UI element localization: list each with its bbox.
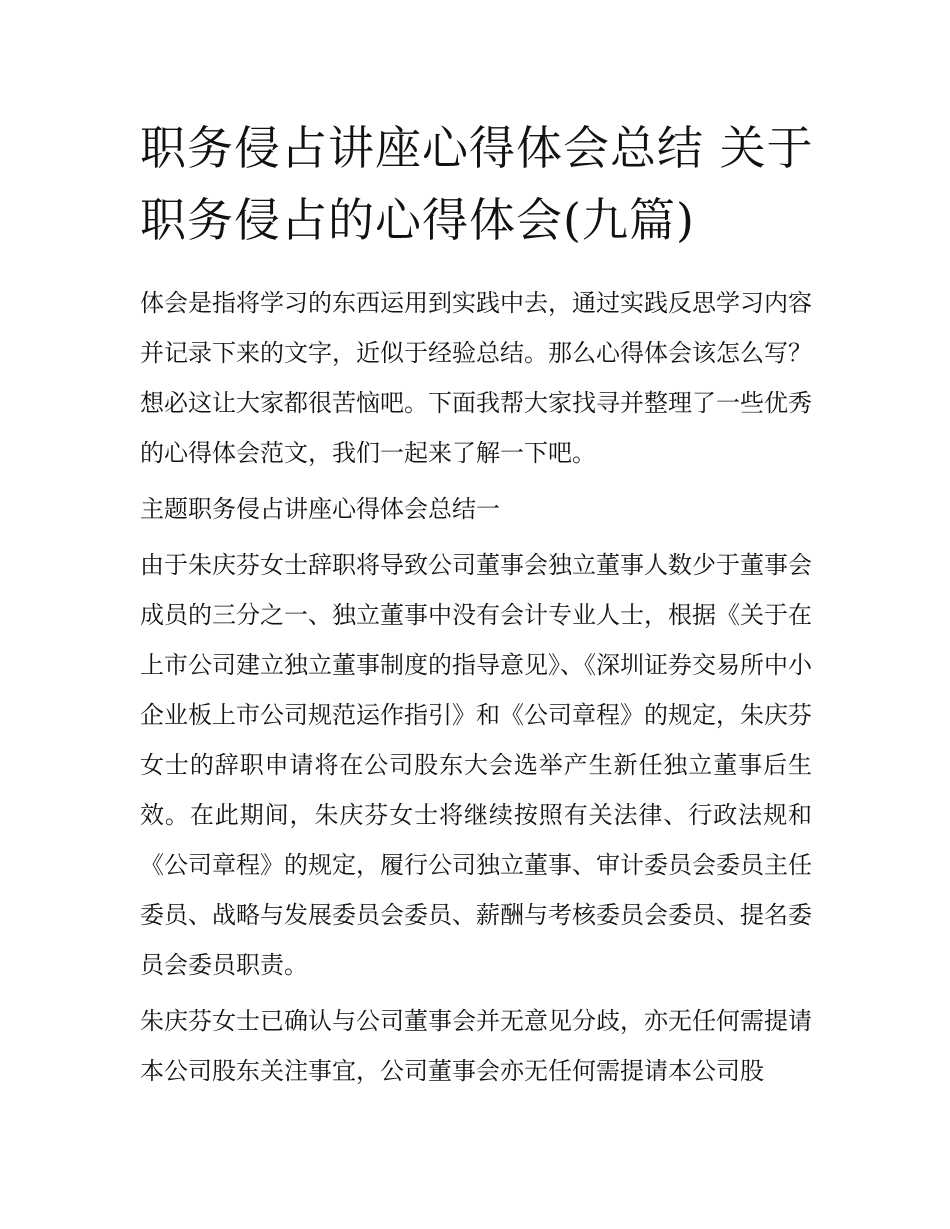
document-title: 职务侵占讲座心得体会总结 关于职务侵占的心得体会(九篇) [140, 121, 814, 247]
intro-paragraph: 体会是指将学习的东西运用到实践中去，通过实践反思学习内容并记录下来的文字，近似于经验总结。那么心得体会该怎么写？想必这让大家都很苦恼吧。下面我帮大家找寻并整理了一些优秀的心得体会范文，我们一起来了解一下吧。 [140, 289, 812, 467]
document-body [140, 278, 812, 1102]
section-heading: 主题职务侵占讲座心得体会总结一 [140, 495, 500, 523]
body-paragraph-1: 由于朱庆芬女士辞职将导致公司董事会独立董事人数少于董事会成员的三分之一、独立董事中没有会计专业人士，根据《关于在上市公司建立独立董事制度的指导意见》、《深圳证券交易所中小企业板上市公司规范运作指引》和《公司章程》的规定，朱庆芬女士的辞职申请将在公司股东大会选举产生新任独立董事后生效。在此期间，朱庆芬女士将继续按照有关法律、行政法规和《公司章程》的规定，履行公司独立董事、审计委员会委员主任委员、战略与发展委员会委员、薪酬与考核委员会委员、提名委员会委员职责。 [140, 551, 812, 979]
body-paragraph-2: 朱庆芬女士已确认与公司董事会并无意见分歧，亦无任何需提请本公司股东关注事宜，公司董事会亦无任何需提请本公司股 [140, 1007, 812, 1085]
